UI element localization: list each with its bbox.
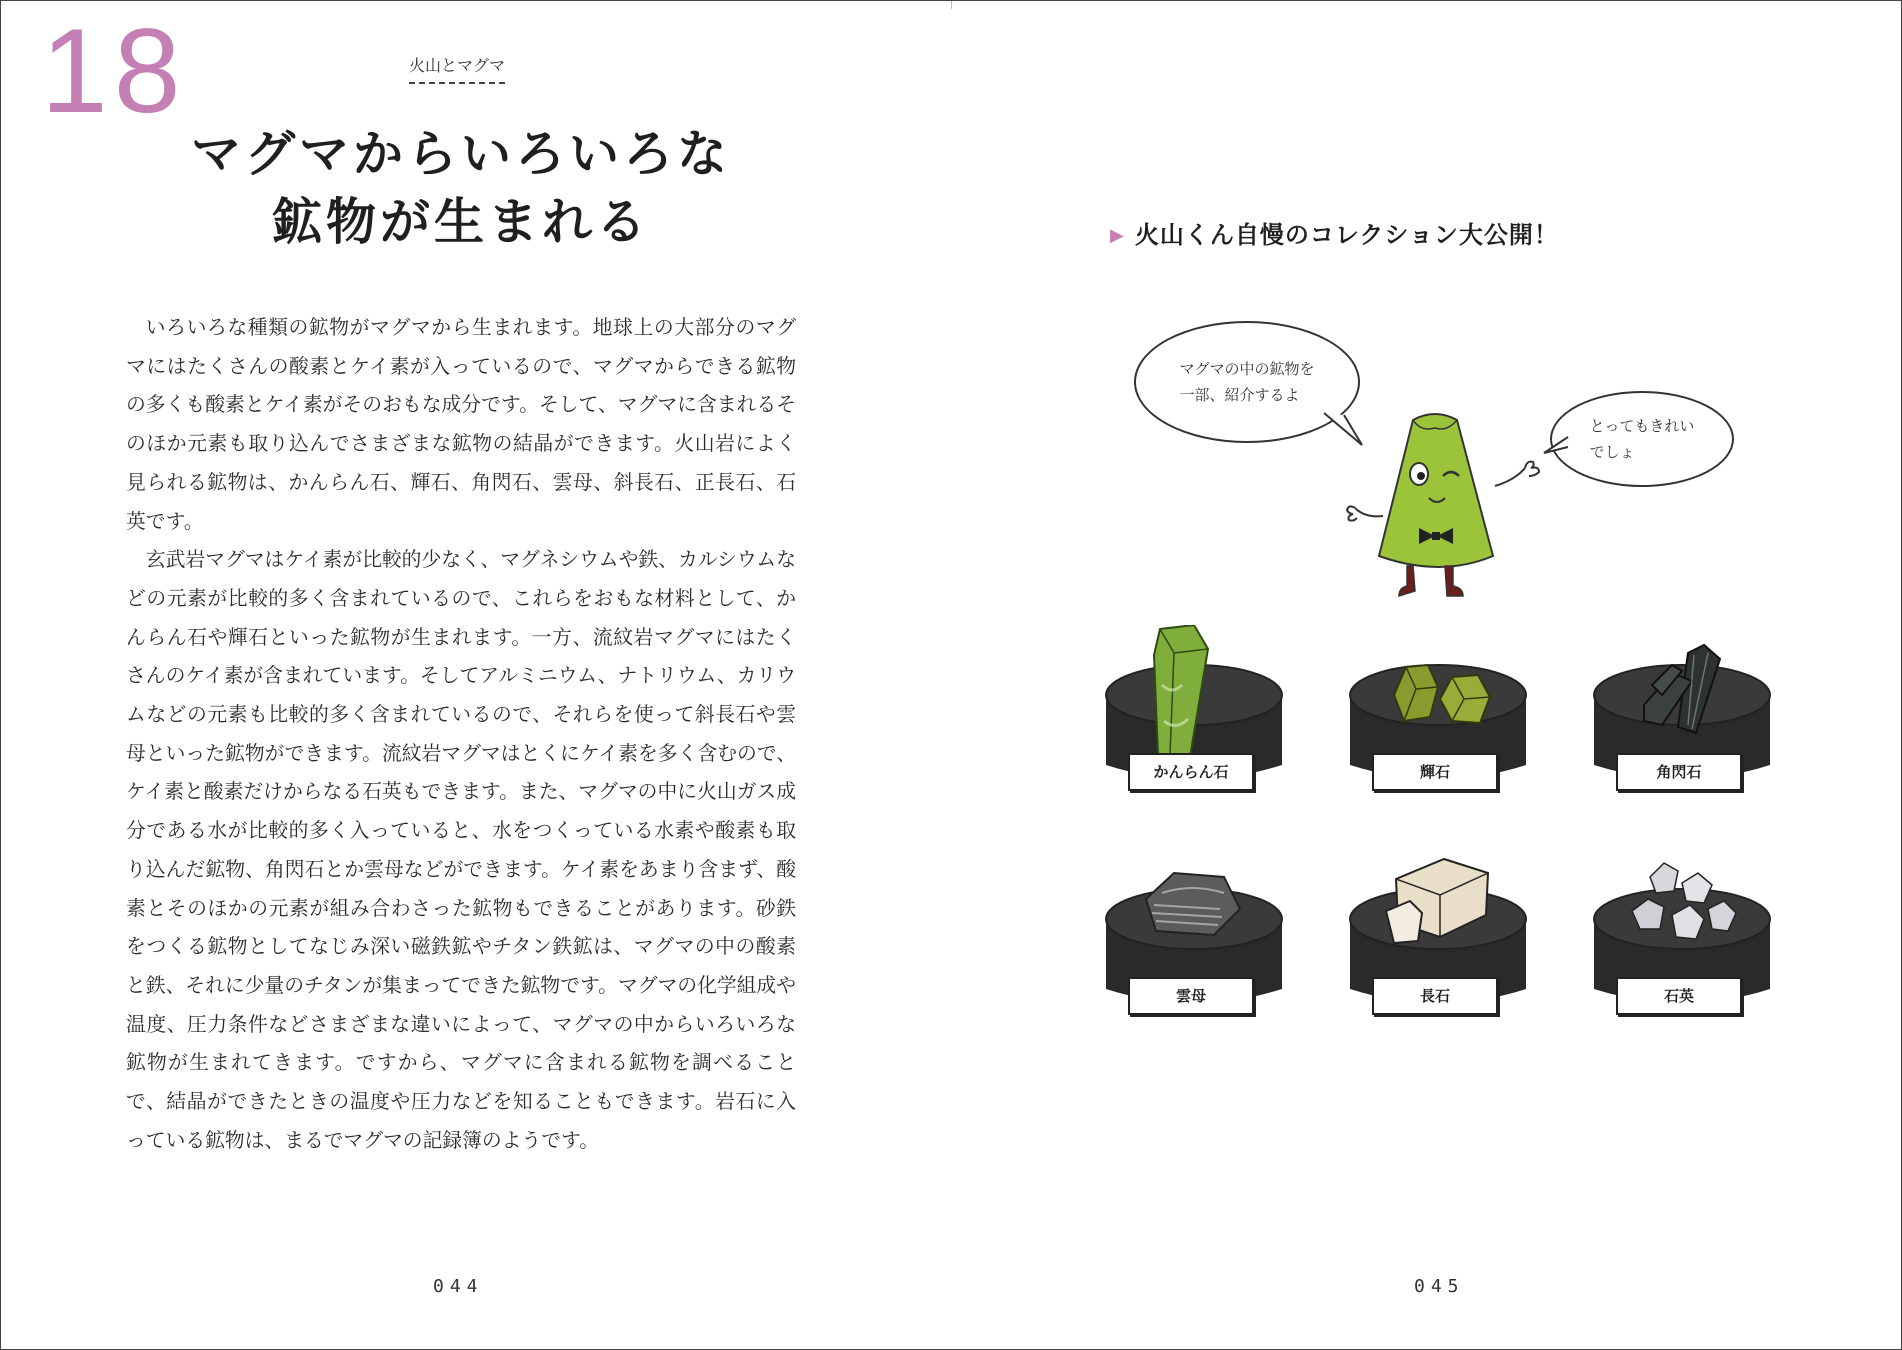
- page-number-right: 045: [1414, 1276, 1465, 1297]
- mineral-label: 輝石: [1372, 753, 1498, 791]
- speech-bubble-1-text: マグマの中の鉱物を 一部、紹介するよ: [1179, 360, 1315, 404]
- mineral-stand-4: [1104, 849, 1284, 1049]
- right-page: [952, 1, 1901, 1349]
- collection-heading: [1110, 215, 1559, 250]
- title-line-2: 鉱物が生まれる: [272, 192, 650, 251]
- collection-heading-text: 火山くん自慢のコレクション大公開！: [1134, 221, 1559, 249]
- feldspar-crystal-icon: [1348, 849, 1528, 1049]
- mineral-label: 長石: [1372, 977, 1498, 1015]
- quartz-crystal-icon: [1592, 849, 1772, 1049]
- section-label: 火山とマグマ: [409, 53, 505, 84]
- amphibole-crystal-icon: [1592, 625, 1772, 825]
- page-title: [151, 121, 771, 256]
- chapter-number: 18: [41, 4, 187, 138]
- mineral-stand-6: [1592, 849, 1772, 1049]
- speech-bubble-2: [1550, 391, 1734, 487]
- paragraph-2: 玄武岩マグマはケイ素が比較的少なく、マグネシウムや鉄、カルシウムなどの元素が比較的多く含まれているので、これらをおもな材料として、かんらん石や輝石といった鉱物が生まれます。一方、流紋岩マグマにはたくさんのケイ素が含まれています。そしてアルミニウム、ナトリウム、カリウムなどの元素も比較的多く含まれているので、それらを使って斜長石や雲母といった鉱物ができます。流紋岩マグマはとくにケイ素を多く含むので、ケイ素と酸素だけからなる石英もできます。また、マグマの中に火山ガス成分である水が比較的多く入っていると、水をつくっている水素や酸素も取り込んだ鉱物、角閃石とか雲母などができます。ケイ素をあまり含まず、酸素とそのほかの元素が組み合わさった鉱物もできることがあります。砂鉄をつくる鉱物としてなじみ深い磁鉄鉱やチタン鉄鉱は、マグマの中の酸素と鉄、それに少量のチタンが集まってできた鉱物です。マグマの化学組成や温度、圧力条件などさまざまな違いによって、マグマの中からいろいろな鉱物が生まれてきます。ですから、マグマに含まれる鉱物を調べることで、結晶ができたときの温度や圧力などを知ることもできます。岩石に入っている鉱物は、まるでマグマの記録簿のようです。: [126, 548, 796, 1152]
- paragraph-1: いろいろな種類の鉱物がマグマから生まれます。地球上の大部分のマグマにはたくさんの酸素とケイ素が入っているので、マグマからできる鉱物の多くも酸素とケイ素がそのおもな成分です。そして、マグマに含まれるそのほか元素も取り込んでさまざまな鉱物の結晶ができます。火山岩によく見られる鉱物は、かんらん石、輝石、角閃石、雲母、斜長石、正長石、石英です。: [126, 316, 796, 533]
- mineral-stand-5: [1348, 849, 1528, 1049]
- triangle-bullet-icon: ▶: [1110, 225, 1125, 246]
- mineral-stand-2: [1348, 625, 1528, 825]
- mineral-label: かんらん石: [1128, 753, 1254, 791]
- mica-crystal-icon: [1104, 849, 1284, 1049]
- page-number-left: 044: [433, 1276, 484, 1297]
- mineral-label: 角閃石: [1616, 753, 1742, 791]
- left-page: [1, 1, 951, 1349]
- pyroxene-crystal-icon: [1348, 625, 1528, 825]
- volcano-mascot-icon: [1335, 406, 1545, 606]
- speech-bubble-2-text: とってもきれい でしょ: [1589, 417, 1695, 461]
- title-line-1: マグマからいろいろな: [191, 125, 731, 183]
- olivine-crystal-icon: [1104, 625, 1284, 825]
- mineral-stand-1: [1104, 625, 1284, 825]
- body-text: [126, 309, 796, 1160]
- mineral-stand-3: [1592, 625, 1772, 825]
- mineral-label: 雲母: [1128, 977, 1254, 1015]
- mineral-label: 石英: [1616, 977, 1742, 1015]
